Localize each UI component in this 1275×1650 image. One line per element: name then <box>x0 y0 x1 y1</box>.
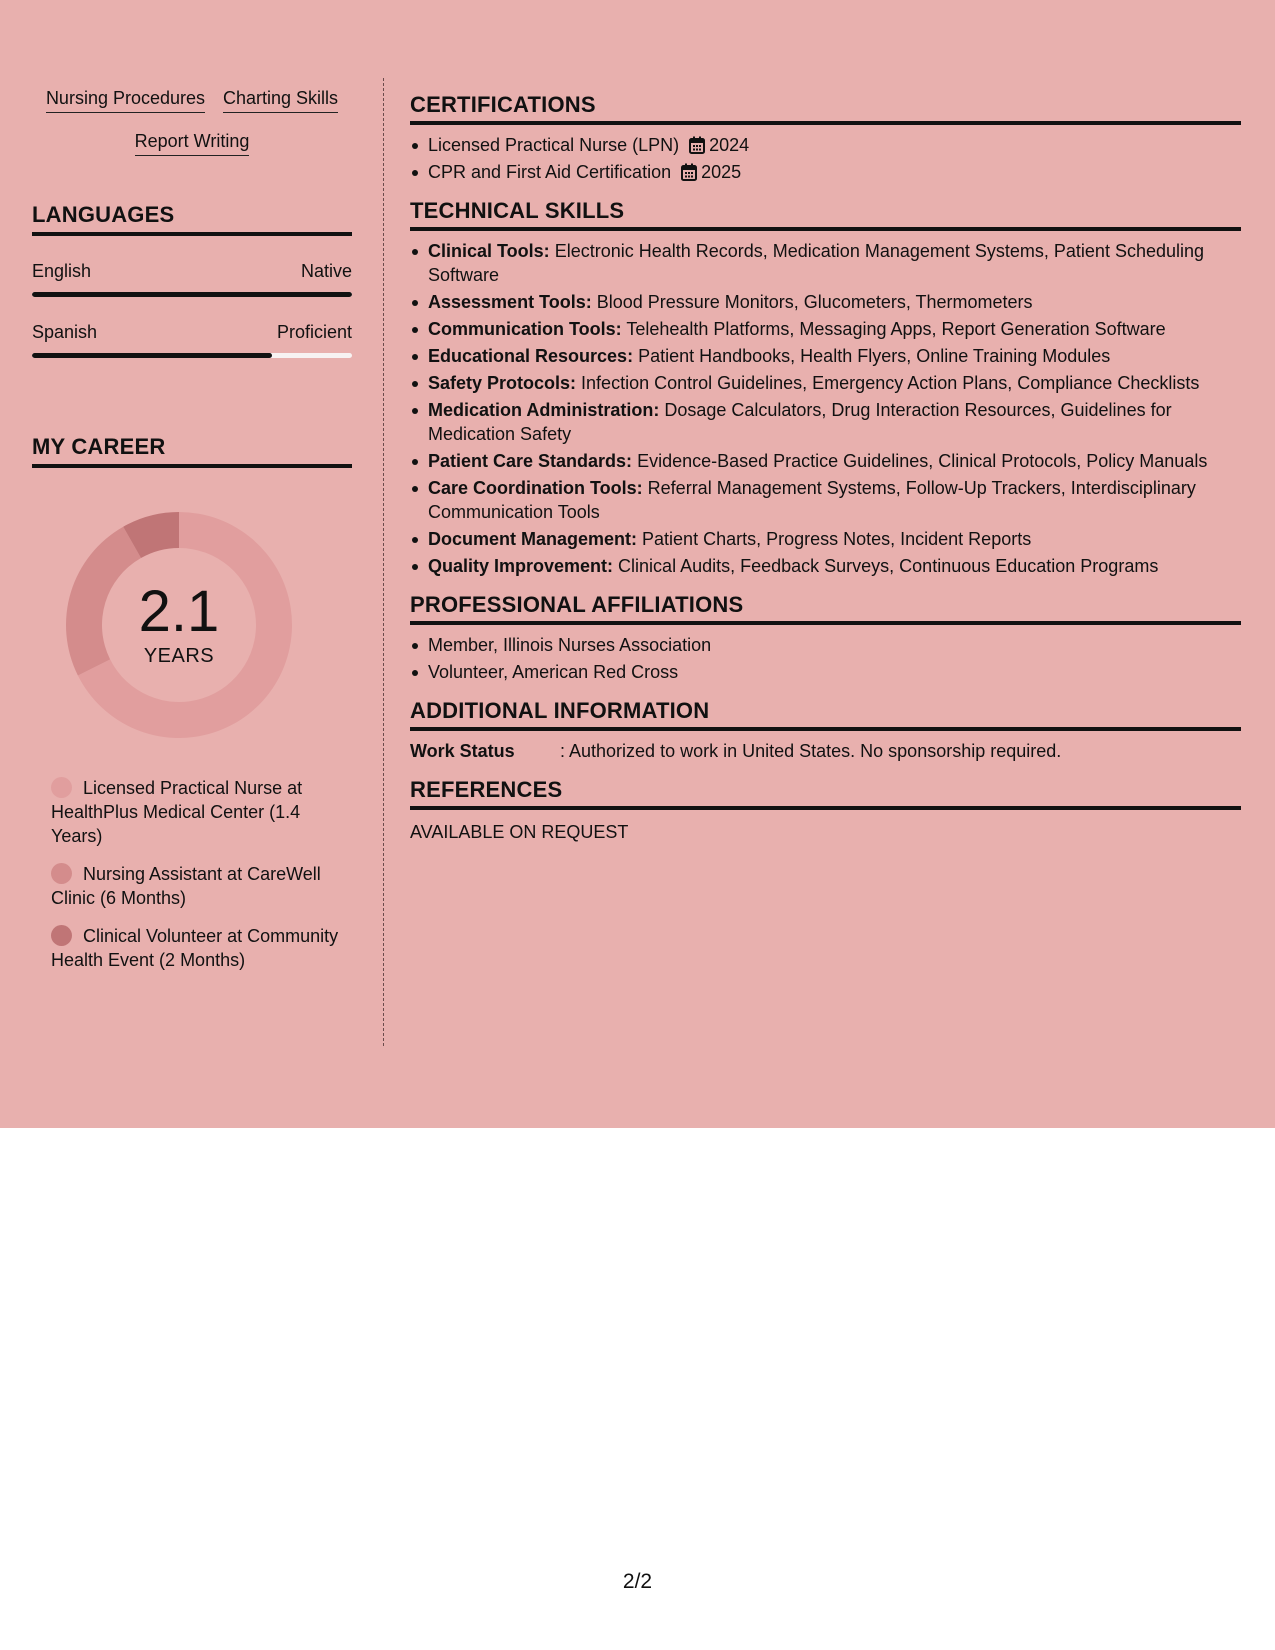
references-heading: REFERENCES <box>410 777 1241 810</box>
certification-year: 2024 <box>709 135 750 155</box>
languages-heading: LANGUAGES <box>32 202 352 236</box>
language-row <box>32 260 352 282</box>
skill-tag: Charting Skills <box>223 86 338 113</box>
skill-detail: Referral Management Systems, Follow-Up Trackers, Interdisciplinary Communication Tools <box>428 478 1196 522</box>
legend-label: Clinical Volunteer at Community Health Event (2 Months) <box>51 926 339 970</box>
calendar-icon <box>681 163 697 181</box>
skill-category: Communication Tools: <box>428 319 622 339</box>
calendar-icon <box>689 136 705 154</box>
technical-skill-item <box>410 449 1241 473</box>
technical-skill-item <box>410 371 1241 395</box>
donut-center <box>66 512 292 738</box>
certification-item <box>410 160 1241 184</box>
skill-category: Document Management: <box>428 529 638 549</box>
references-section <box>410 777 1241 844</box>
certifications-heading: CERTIFICATIONS <box>410 92 1241 125</box>
language-bar-fill <box>32 292 352 297</box>
certification-item <box>410 133 1241 157</box>
skill-category: Quality Improvement: <box>428 556 614 576</box>
certification-year: 2025 <box>701 162 742 182</box>
skill-tag: Nursing Procedures <box>46 86 205 113</box>
skill-detail: Infection Control Guidelines, Emergency Action Plans, Compliance Checklists <box>576 373 1200 393</box>
career-legend <box>51 776 341 972</box>
career-heading: MY CAREER <box>32 434 352 468</box>
additional-info-heading: ADDITIONAL INFORMATION <box>410 698 1241 731</box>
legend-item <box>51 862 341 910</box>
legend-label: Nursing Assistant at CareWell Clinic (6 Months) <box>51 864 321 908</box>
page-number: 2/2 <box>622 1570 653 1593</box>
skill-category: Educational Resources: <box>428 346 634 366</box>
language-row <box>32 321 352 343</box>
skill-category: Assessment Tools: <box>428 292 592 312</box>
skill-tags <box>32 80 352 156</box>
legend-dot <box>51 863 72 884</box>
legend-dot <box>51 925 72 946</box>
skill-detail: Telehealth Platforms, Messaging Apps, Report Generation Software <box>621 319 1166 339</box>
language-level: Proficient <box>276 322 352 342</box>
skill-detail: Evidence-Based Practice Guidelines, Clinical Protocols, Policy Manuals <box>632 451 1208 471</box>
certification-name: CPR and First Aid Certification <box>428 162 672 182</box>
technical-skill-item <box>410 239 1241 287</box>
career-total-value: 2.1 <box>138 578 220 644</box>
languages-section <box>32 202 352 358</box>
skill-detail: Dosage Calculators, Drug Interaction Resources, Guidelines for Medication Safety <box>428 400 1172 444</box>
technical-skill-item <box>410 344 1241 368</box>
technical-skill-item <box>410 527 1241 551</box>
column-divider <box>383 78 384 1046</box>
skill-category: Medication Administration: <box>428 400 660 420</box>
right-column <box>410 92 1241 858</box>
skill-category: Patient Care Standards: <box>428 451 633 471</box>
career-section <box>32 434 352 972</box>
skill-category: Safety Protocols: <box>428 373 577 393</box>
legend-label: Licensed Practical Nurse at HealthPlus Medical Center (1.4 Years) <box>51 778 303 846</box>
technical-skills-list <box>410 239 1241 578</box>
skill-detail: Blood Pressure Monitors, Glucometers, Thermometers <box>591 292 1033 312</box>
technical-skill-item <box>410 554 1241 578</box>
language-bar-track <box>32 292 352 297</box>
legend-item <box>51 776 341 848</box>
work-status-row <box>410 739 1241 763</box>
language-bar-track <box>32 353 352 358</box>
certifications-list <box>410 133 1241 184</box>
legend-item <box>51 924 341 972</box>
affiliations-list <box>410 633 1241 684</box>
technical-skill-item <box>410 290 1241 314</box>
skill-tag: Report Writing <box>135 129 250 156</box>
affiliation-item: Member, Illinois Nurses Association <box>410 633 1241 657</box>
skill-detail: Patient Charts, Progress Notes, Incident Reports <box>637 529 1032 549</box>
skill-category: Clinical Tools: <box>428 241 550 261</box>
career-total-unit: YEARS <box>143 644 215 667</box>
affiliations-section <box>410 592 1241 684</box>
technical-skills-section <box>410 198 1241 578</box>
technical-skill-item <box>410 317 1241 341</box>
references-text: AVAILABLE ON REQUEST <box>410 822 629 842</box>
skill-detail: Patient Handbooks, Health Flyers, Online Training Modules <box>633 346 1111 366</box>
work-status-label: Work Status <box>410 741 515 761</box>
language-level: Native <box>300 261 352 281</box>
certifications-section <box>410 92 1241 184</box>
affiliations-heading: PROFESSIONAL AFFILIATIONS <box>410 592 1241 625</box>
language-name: English <box>32 261 92 281</box>
skill-category: Care Coordination Tools: <box>428 478 643 498</box>
additional-info-section <box>410 698 1241 763</box>
language-bar-fill <box>32 353 272 358</box>
left-column <box>32 80 352 986</box>
skill-detail: Clinical Audits, Feedback Surveys, Continuous Education Programs <box>613 556 1159 576</box>
work-status-value: : Authorized to work in United States. No sponsorship required. <box>560 741 1062 761</box>
legend-dot <box>51 777 72 798</box>
language-name: Spanish <box>32 322 98 342</box>
skill-detail: Electronic Health Records, Medication Management Systems, Patient Scheduling Software <box>428 241 1205 285</box>
technical-skill-item <box>410 398 1241 446</box>
certification-name: Licensed Practical Nurse (LPN) <box>428 135 680 155</box>
technical-skills-heading: TECHNICAL SKILLS <box>410 198 1241 231</box>
technical-skill-item <box>410 476 1241 524</box>
career-donut-chart <box>66 512 292 738</box>
affiliation-item: Volunteer, American Red Cross <box>410 660 1241 684</box>
